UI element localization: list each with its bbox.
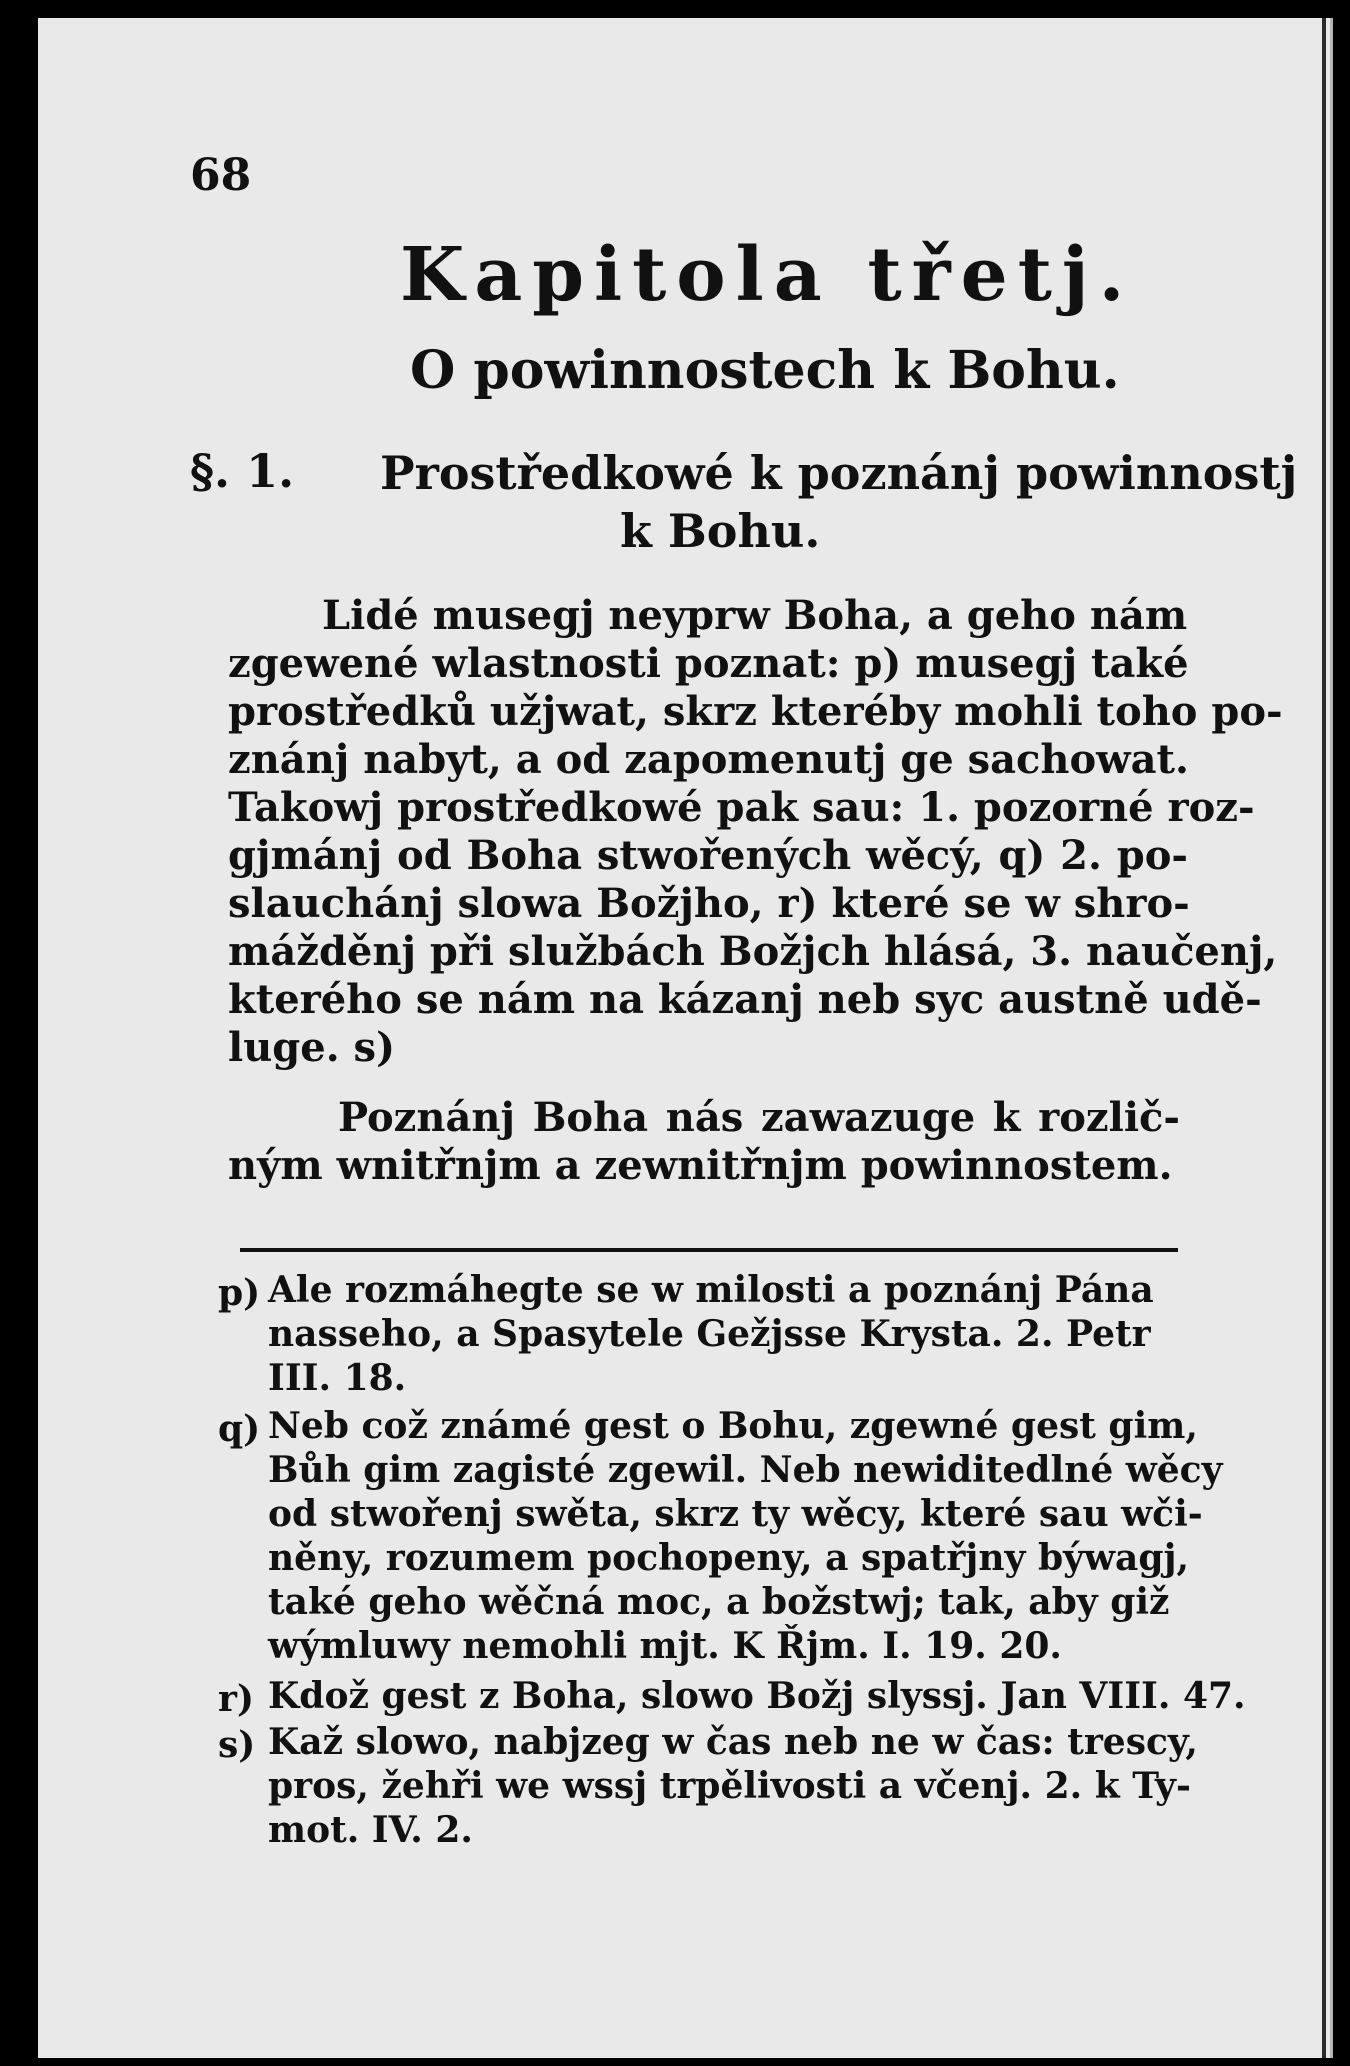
paragraph-line: znánj nabyt, a od zapomenutj ge sachowat. [228, 736, 1189, 783]
footnote-line: něny, rozumem pochopeny, a spatřjny býwagj, [268, 1537, 1190, 1579]
footnote-divider [240, 1248, 1178, 1252]
section-heading-line: Prostředkowé k poznánj powinnostj [380, 446, 1298, 500]
footnote-line: také geho wěčná moc, a božstwj; tak, aby giž [268, 1581, 1170, 1623]
footnote-mark: p) [218, 1272, 261, 1314]
footnote-line: III. 18. [268, 1357, 407, 1399]
paragraph-line: prostředků užjwat, skrz kteréby mohli toho po- [228, 688, 1283, 735]
footnote-line: pros, žehři we wssj trpělivosti a včenj. 2. k Ty- [268, 1765, 1191, 1807]
footnote-mark: r) [218, 1678, 254, 1720]
footnote-line: nasseho, a Spasytele Gežjsse Krysta. 2. Petr [268, 1313, 1151, 1355]
page-number: 68 [190, 150, 252, 201]
footnote-line: Kaž slowo, nabjzeg w čas neb ne w čas: trescy, [268, 1721, 1198, 1763]
paragraph-line: Takowj prostředkowé pak sau: 1. pozorné roz- [228, 784, 1255, 831]
chapter-title: Kapitola třetj. [400, 232, 1135, 318]
paragraph-line: zgewené wlastnosti poznat: p) musegj také [228, 640, 1189, 687]
paragraph-line: Lidé musegj neyprw Boha, a geho nám [322, 592, 1188, 639]
footnote-line: mot. IV. 2. [268, 1809, 473, 1851]
footnote-line: wýmluwy nemohli mjt. K Řjm. I. 19. 20. [268, 1625, 1062, 1667]
chapter-subtitle: O powinnostech k Bohu. [410, 340, 1120, 401]
paragraph-line: ným wnitřnjm a zewnitřnjm powinnostem. [228, 1142, 1173, 1189]
footnote-line: Kdož gest z Boha, slowo Božj slyssj. Jan VIII. 47. [268, 1675, 1246, 1717]
page-edge [1322, 18, 1326, 2058]
section-heading-line: k Bohu. [620, 504, 821, 558]
section-number: §. 1. [190, 444, 295, 498]
section-heading [380, 444, 1297, 560]
footnote-line: od stwořenj swěta, skrz ty wěcy, které sau wči- [268, 1493, 1203, 1535]
paragraph-line: slauchánj slowa Božjho, r) které se w shro- [228, 880, 1190, 927]
footnote-line: Neb což známé gest o Bohu, zgewné gest gim, [268, 1405, 1198, 1447]
footnote-mark: s) [218, 1724, 256, 1766]
paragraph-line: luge. s) [228, 1024, 395, 1071]
footnote-line: Ale rozmáhegte se w milosti a poznánj Pána [268, 1269, 1154, 1311]
paragraph-line: gjmánj od Boha stwořených wěcý, q) 2. po- [228, 832, 1188, 879]
paragraph-line: kterého se nám na kázanj neb syc austně udě- [228, 976, 1262, 1023]
footnote-mark: q) [218, 1408, 261, 1450]
footnote-line: Bůh gim zagisté zgewil. Neb newiditedlné wěcy [268, 1449, 1223, 1491]
paragraph-line: Poznánj Boha nás zawazuge k rozlič- [338, 1094, 1180, 1141]
paragraph-line: mážděnj při službách Božjch hlásá, 3. naučenj, [228, 928, 1278, 975]
